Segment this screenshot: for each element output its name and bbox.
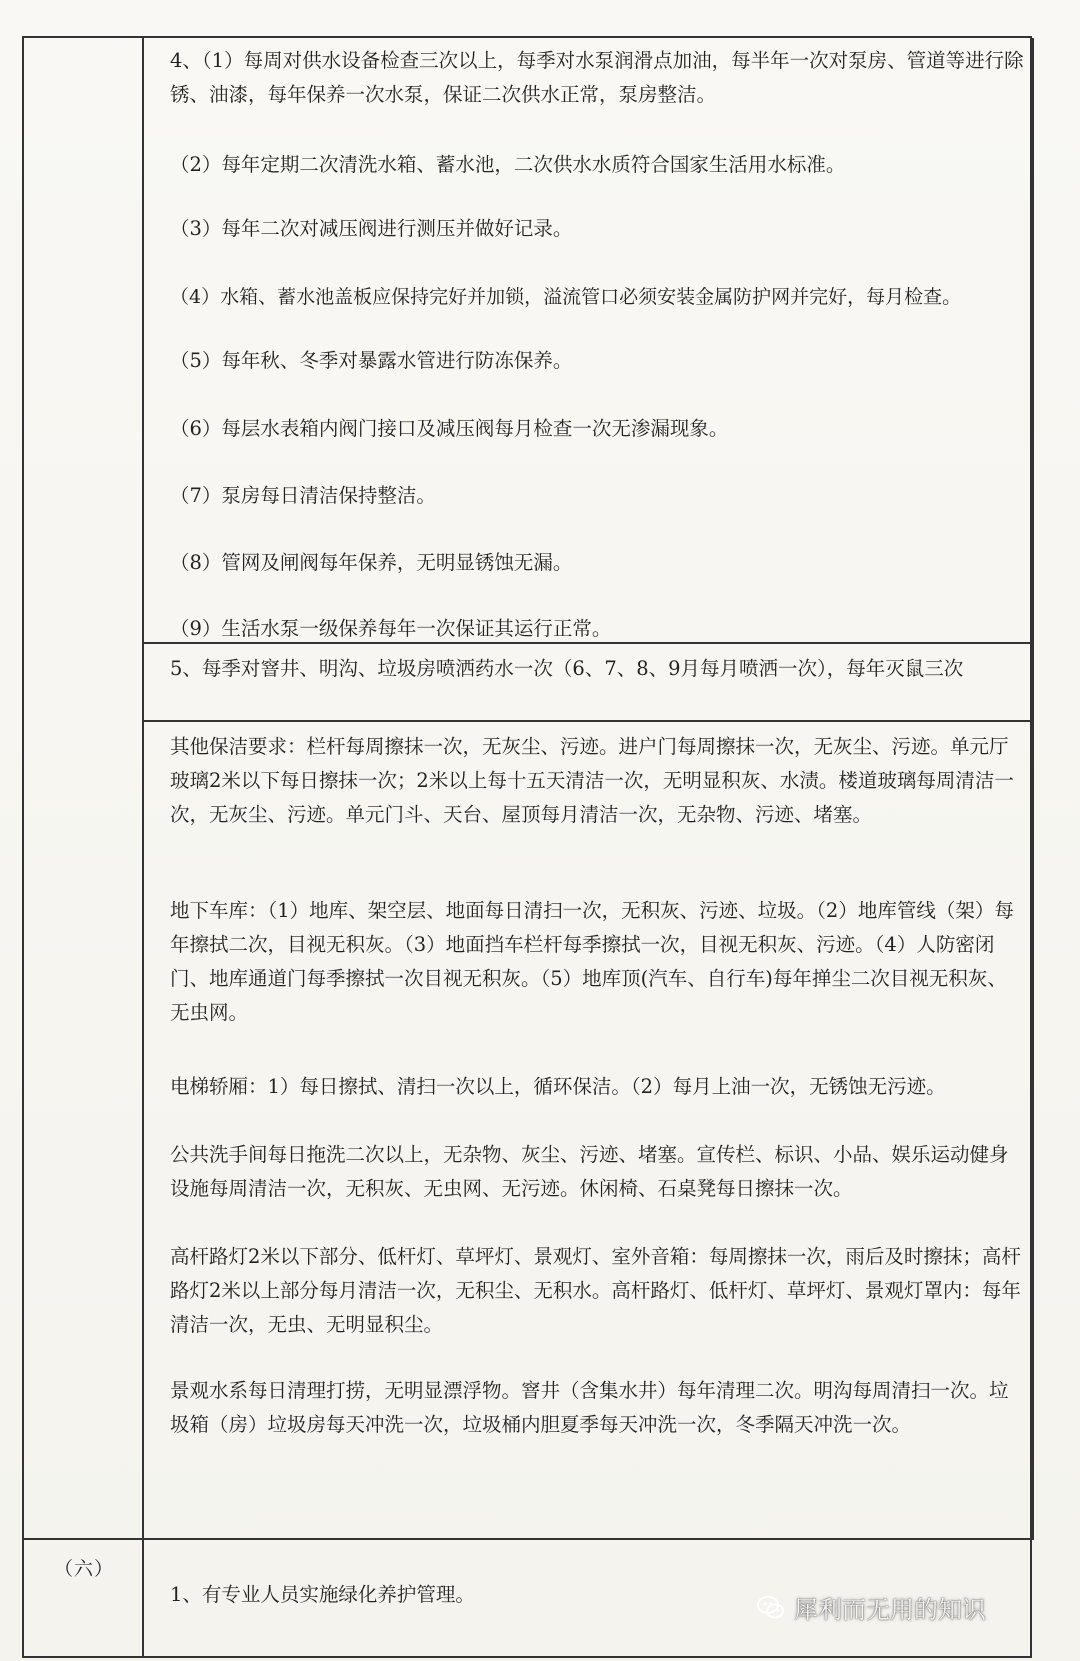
block4-item4-row bbox=[144, 280, 1032, 314]
block4-item4: （4）水箱、蓄水池盖板应保持完好并加锁，溢流管口必须安装金属防护网并完好，每月检查。 bbox=[170, 286, 962, 308]
block4-item8-row bbox=[144, 546, 1032, 580]
block4-item1: 4、（1）每周对供水设备检查三次以上，每季对水泵润滑点加油，每半年一次对泵房、管道等进行除锈、油漆，每年保养一次水泵，保证二次供水正常，泵房整洁。 bbox=[170, 49, 1024, 106]
block-other bbox=[144, 730, 1032, 832]
block4-item6-row bbox=[144, 412, 1032, 446]
left-row-divider bbox=[24, 1538, 144, 1540]
row-divider-2 bbox=[144, 720, 1034, 722]
block4-item9: （9）生活水泵一级保养每年一次保证其运行正常。 bbox=[170, 617, 612, 640]
left-column bbox=[24, 38, 144, 1656]
block-other-lights bbox=[144, 1240, 1032, 1342]
block5-item1: 5、每季对窨井、明沟、垃圾房喷洒药水一次（6、7、8、9月每月喷洒一次），每年灭鼠三次 bbox=[170, 657, 964, 680]
row-divider-1 bbox=[144, 642, 1034, 644]
block-5 bbox=[144, 652, 1032, 686]
block-other-water bbox=[144, 1374, 1032, 1442]
other-cleaning-garage: 地下车库：（1）地库、架空层、地面每日清扫一次，无积灰、污迹、垃圾。（2）地库管线（架）每年擦拭二次，目视无积灰。（3）地面挡车栏杆每季擦拭一次，目视无积灰、污迹。（4）人防密闭门、地库通道门每季擦拭一次目视无积灰。（5）地库顶(汽车、自行车)每年掸尘二次目视无积灰、无虫网。 bbox=[170, 899, 1014, 1024]
block-4 bbox=[144, 44, 1032, 112]
block4-item7-row bbox=[144, 479, 1032, 513]
block4-item2: （2）每年定期二次清洗水箱、蓄水池，二次供水水质符合国家生活用水标准。 bbox=[170, 153, 846, 176]
block-other-garage bbox=[144, 894, 1032, 1030]
block4-item3: （3）每年二次对减压阀进行测压并做好记录。 bbox=[170, 217, 573, 240]
watermark-text: 犀利而无用的知识 bbox=[794, 1596, 986, 1624]
block-other-restroom bbox=[144, 1138, 1032, 1206]
inner-right-border bbox=[1032, 38, 1034, 1538]
other-cleaning-restroom: 公共洗手间每日拖洗二次以上，无杂物、灰尘、污迹、堵塞。宣传栏、标识、小品、娱乐运动健身设施每周清洁一次，无积灰、无虫网、无污迹。休闲椅、石桌凳每日擦抹一次。 bbox=[170, 1143, 1009, 1200]
block4-item8: （8）管网及闸阀每年保养，无明显锈蚀无漏。 bbox=[170, 551, 573, 574]
block4-item6: （6）每层水表箱内阀门接口及减压阀每月检查一次无渗漏现象。 bbox=[170, 417, 729, 440]
block4-item7: （7）泵房每日清洁保持整洁。 bbox=[170, 484, 436, 507]
row-divider-3 bbox=[144, 1538, 1034, 1540]
standards-table bbox=[22, 36, 1032, 1658]
block4-item3-row bbox=[144, 212, 1032, 246]
block6-item1: 1、有专业人员实施绿化养护管理。 bbox=[170, 1583, 475, 1606]
other-cleaning-general: 其他保洁要求：栏杆每周擦抹一次，无灰尘、污迹。进户门每周擦抹一次，无灰尘、污迹。单元厅玻璃2米以下每日擦抹一次；2米以上每十五天清洁一次，无明显积灰、水渍。楼道玻璃每周清洁一次，无灰尘、污迹。单元门斗、天台、屋顶每月清洁一次，无杂物、污迹、堵塞。 bbox=[170, 735, 1014, 826]
other-cleaning-lights: 高杆路灯2米以下部分、低杆灯、草坪灯、景观灯、室外音箱：每周擦抹一次，雨后及时擦抹；高杆路灯2米以上部分每月清洁一次，无积尘、无积水。高杆路灯、低杆灯、草坪灯、景观灯罩内：每年清洁一次，无虫、无明显积尘。 bbox=[170, 1245, 1021, 1336]
other-cleaning-elevator: 电梯轿厢：1）每日擦拭、清扫一次以上，循环保洁。（2）每月上油一次，无锈蚀无污迹。 bbox=[170, 1075, 946, 1098]
block4-item2-row bbox=[144, 148, 1032, 182]
other-cleaning-water: 景观水系每日清理打捞，无明显漂浮物。窨井（含集水井）每年清理二次。明沟每周清扫一次。垃圾箱（房）垃圾房每天冲洗一次，垃圾桶内胆夏季每天冲洗一次，冬季隔天冲洗一次。 bbox=[170, 1379, 1009, 1436]
block4-item5: （5）每年秋、冬季对暴露水管进行防冻保养。 bbox=[170, 349, 573, 372]
block-other-elevator bbox=[144, 1070, 1032, 1104]
block4-item9-row bbox=[144, 612, 1032, 646]
block4-item5-row bbox=[144, 344, 1032, 378]
wechat-icon bbox=[756, 1593, 786, 1623]
right-column bbox=[144, 38, 1054, 1656]
section-six-label: （六） bbox=[53, 1558, 114, 1580]
watermark bbox=[756, 1590, 986, 1625]
